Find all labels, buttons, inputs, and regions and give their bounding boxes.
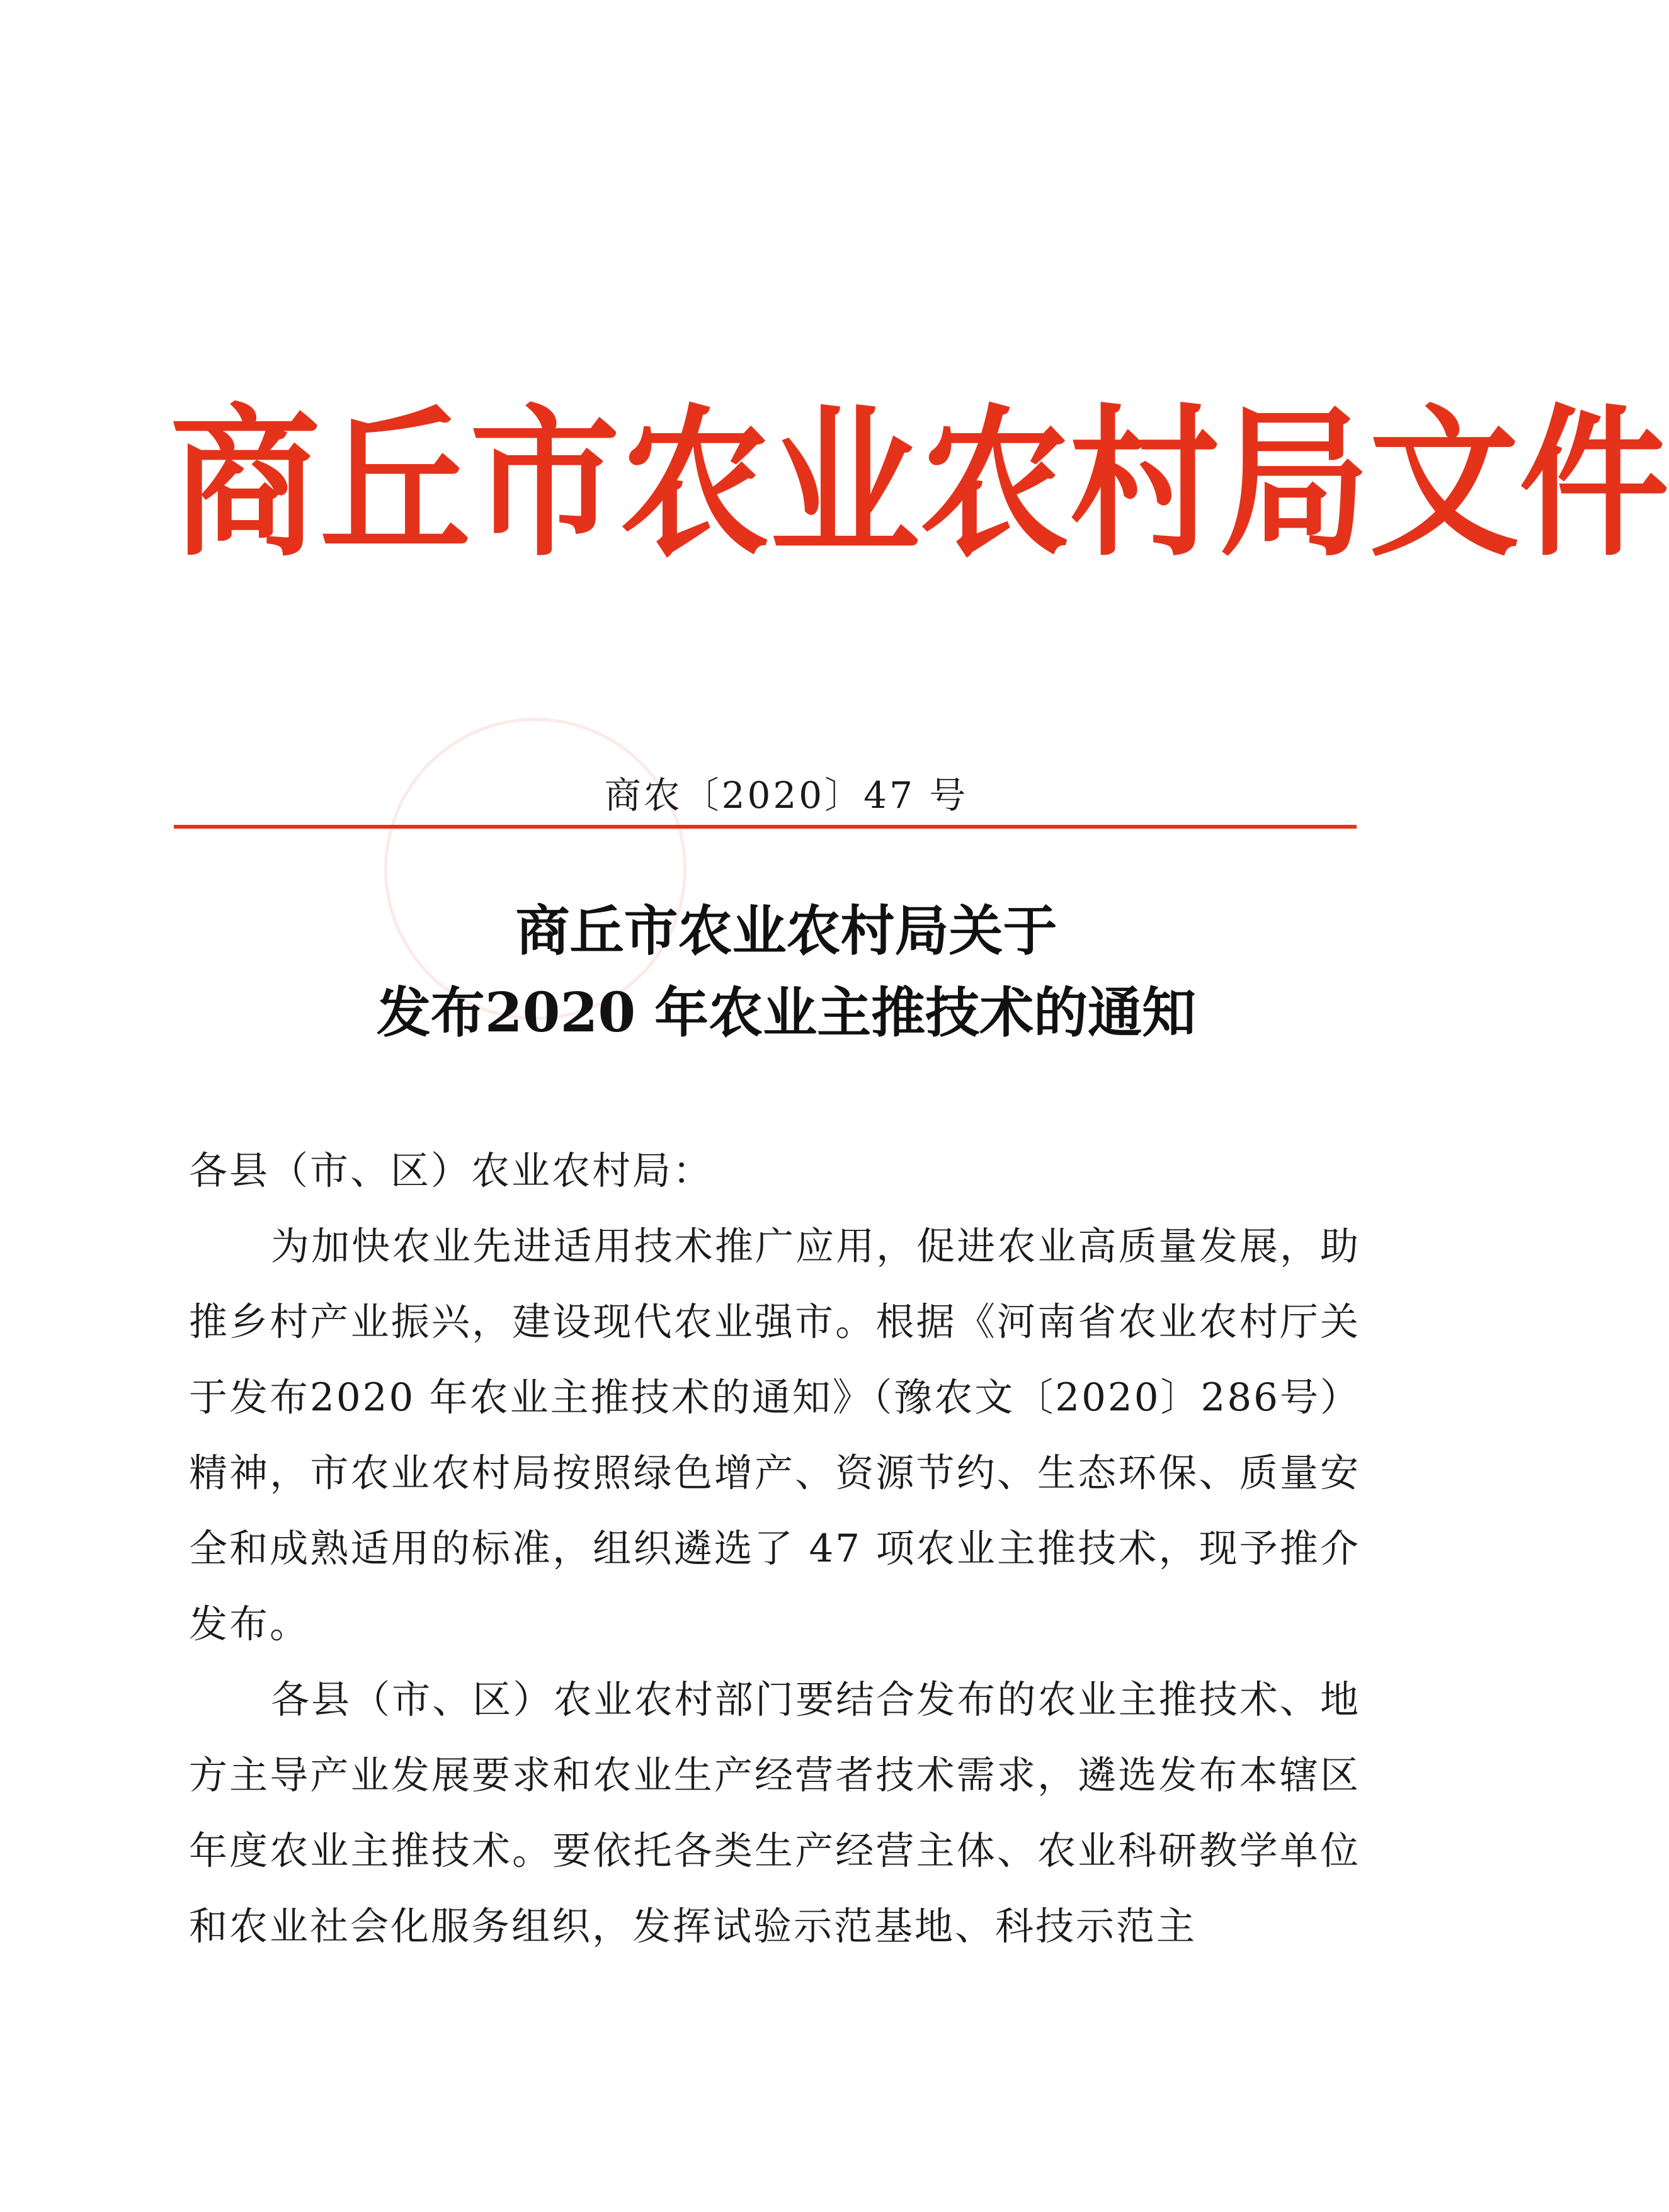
document-number: 商农〔2020〕47 号 [604, 774, 969, 817]
notice-title-line-2: 发布2020 年农业主推技术的通知 [376, 981, 1197, 1045]
masthead-char: 局 [1219, 390, 1369, 579]
notice-title-line-1: 商丘市农业农村局关于 [515, 899, 1057, 963]
notice-body [189, 1133, 1360, 1965]
body-paragraph: 为加快农业先进适用技术推广应用，促进农业高质量发展，助推乡村产业振兴，建设现代农业强市。根据《河南省农业农村厅关于发布2020 年农业主推技术的通知》（豫农文〔2020〕286号）精神，市农业农村局按照绿色增产、资源节约、生态环保、质量安全和成熟适用的标准，组织遴选了 47 项农业主推技术，现予推介发布。 [189, 1224, 1360, 1647]
masthead-char: 市 [470, 390, 620, 579]
faint-seal-stamp [384, 718, 686, 1020]
masthead-char: 件 [1519, 390, 1669, 579]
red-divider-line [174, 825, 1357, 829]
body-paragraph: 各县（市、区）农业农村部门要结合发布的农业主推技术、地方主导产业发展要求和农业生产经营者技术需求，遴选发布本辖区年度农业主推技术。要依托各类生产经营主体、农业科研教学单位和农业社会化服务组织，发挥试验示范基地、科技示范主 [189, 1677, 1360, 1949]
masthead-char: 农 [920, 390, 1069, 579]
masthead-title [170, 384, 1669, 586]
masthead-char: 商 [170, 390, 320, 579]
masthead-char: 业 [770, 390, 920, 579]
masthead-char: 村 [1069, 390, 1219, 579]
masthead-char: 文 [1369, 390, 1519, 579]
masthead-char: 农 [620, 390, 770, 579]
salutation: 各县（市、区）农业农村局： [189, 1149, 714, 1193]
masthead-char: 丘 [320, 390, 470, 579]
